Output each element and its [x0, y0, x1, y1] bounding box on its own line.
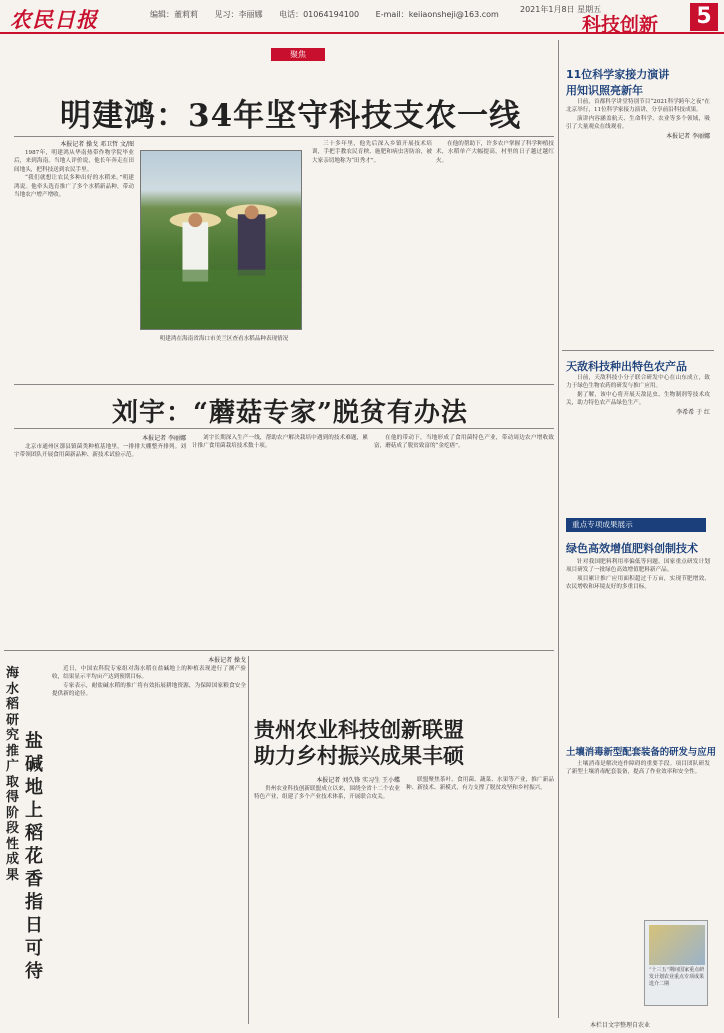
divider: [14, 428, 554, 429]
bottom-byline: 本报记者 刘久锋 实习生 王小蝶: [316, 777, 400, 784]
bottom-story-col-1: [254, 776, 400, 1024]
divider: [4, 650, 554, 651]
paragraph: 日前，首都科学讲堂特别节目“2021科学跨年之夜”在北京举行，11位科学家接力演讲，分享前沿科技成果。: [566, 99, 710, 114]
focus-tag: 聚焦: [271, 48, 325, 61]
right-byline-1: 本报记者 李丽娜: [666, 132, 710, 140]
bottom-headline-line-1: 贵州农业科技创新联盟: [254, 717, 464, 742]
bottom-story-col-2: [406, 776, 554, 1024]
achievement-seal: [644, 920, 708, 1006]
left-bottom-body: [52, 656, 246, 1024]
paragraph: 项目累计推广应用面积超过千万亩，实现节肥增效、农民增收和环境友好的多重目标。: [566, 575, 710, 591]
left-bottom-subhead: 海水稻研究推广取得阶段性成果: [6, 666, 20, 883]
right-headline-1-line-2: 用知识照亮新年: [566, 84, 643, 97]
divider: [14, 136, 554, 137]
paragraph: “我们就想让农民多种出好的水稻来。”明建鸿说。他牵头选育推广了多个水稻新品种，带动当地农户增产增收。: [14, 175, 134, 199]
photo-caption: 明建鸿在海南省海口市美兰区查看水稻品种表现情况: [159, 336, 289, 342]
paragraph: 北京市通州区漷县镇菌类种植基地里，一排排大棚整齐排列。刘宇带领团队开展食用菌新品种、新技术试验示范。: [14, 444, 186, 459]
paragraph: 日前，天敌科技小分子联合研发中心在山东成立，致力于绿色生物农药的研发与推广应用。: [566, 375, 710, 390]
email: E-mail：keiiaonsheji@163.com: [375, 10, 499, 19]
right-story-3: [566, 558, 710, 738]
paragraph: 演讲内容涵盖航天、生命科学、农业等多个领域，吸引了大量观众在线观看。: [566, 115, 710, 131]
seal-text: “十三五”期间国家重点研发计划农业重点专项成果选介二期: [649, 967, 705, 987]
paragraph: 联盟聚焦茶叶、食用菌、蔬菜、水果等产业，推广新品种、新技术、新模式，有力支撑了脱贫攻坚和乡村振兴。: [406, 777, 554, 792]
left-bottom-headline: 盐碱地上稻花香指日可待: [25, 731, 43, 982]
masthead: [0, 0, 724, 34]
middle-story-col-2: [192, 434, 368, 642]
top-headline: 明建鸿：34年坚守科技支农一线: [60, 98, 522, 134]
top-byline: 本报记者 操戈 邓卫哲 文/图: [60, 141, 134, 148]
column-divider: [558, 40, 559, 1018]
paragraph: 据了解，该中心将开展天敌昆虫、生物制剂等技术攻关，助力特色农产品绿色生产。: [566, 391, 710, 407]
right-headline-4: 土壤消毒新型配套装备的研发与应用: [566, 747, 717, 758]
farmers-rice-field-photo: [140, 150, 302, 330]
paragraph: 1987年，明建鸿从华南热带作物学院毕业后，来到海南。当地人评价说，他长年奔走在田间地头，把科技送到农民手里。: [14, 150, 134, 173]
paragraph: 针对我国肥料利用率偏低等问题，国家重点研发计划项目研发了一批绿色高效增值肥料新产品。: [566, 559, 710, 574]
right-byline-2: 李希希 于 红: [676, 408, 710, 416]
paragraph: 土壤消毒是解决连作障碍的重要手段。项目团队研发了新型土壤消毒配套装备，提高了作业效率和安全性。: [566, 761, 710, 776]
middle-byline: 本报记者 李丽娜: [142, 435, 186, 442]
top-story-col-1: [14, 140, 134, 380]
right-story-2: [566, 374, 710, 514]
page-number: 5: [690, 3, 718, 31]
newspaper-logo: 农民日报: [10, 7, 98, 32]
left-bottom-byline: 本报记者 操戈: [208, 657, 246, 664]
issue-date: 2021年1月8日 星期五: [520, 5, 602, 14]
middle-story-col-1: [14, 434, 186, 642]
intern-name: 见习：李丽娜: [214, 10, 263, 19]
right-headline-3: 绿色高效增值肥料创制技术: [566, 542, 698, 555]
editor-info: [150, 9, 513, 20]
key-project-badge: 重点专项成果展示: [566, 518, 706, 532]
paragraph: 在他的帮助下，许多农户掌握了科学种植技术，水稻单产大幅提高，村里的日子越过越红火。: [436, 141, 554, 164]
right-story-4: [566, 760, 710, 912]
phone: 电话：01064194100: [279, 10, 360, 19]
bottom-headline-line-2: 助力乡村振兴成果丰硕: [254, 743, 464, 768]
right-headline-1-line-1: 11位科学家接力演讲: [566, 68, 670, 81]
paragraph: 专家表示，耐盐碱水稻的推广将有效拓展耕地资源，为保障国家粮食安全提供新的途径。: [52, 682, 246, 698]
right-story-1: [566, 98, 710, 348]
top-story-col-3: [312, 140, 432, 380]
editor-note: 本栏目文字整理自农业: [590, 1022, 651, 1029]
divider: [562, 350, 714, 351]
paragraph: 在他的带动下，当地形成了食用菌特色产业，带动周边农户增收致富，蘑菇成了脱贫致富的“金疙瘩”。: [374, 435, 554, 450]
section-title: 科技创新: [582, 14, 659, 36]
middle-story-col-3: [374, 434, 554, 642]
seal-image: [649, 925, 705, 965]
divider: [14, 384, 554, 385]
paragraph: 贵州农业科技创新联盟成立以来，围绕全省十二个农业特色产业，组建了多个产业技术体系，开展联合攻关。: [254, 786, 400, 801]
paragraph: 三十多年里，他先后深入乡镇开展技术培训，手把手教农民育秧、施肥和病虫害防治，被大家亲切地称为“田秀才”。: [312, 141, 432, 164]
top-story-col-4: [436, 140, 554, 380]
paragraph: 刘宇长期深入生产一线，帮助农户解决栽培中遇到的技术难题，累计推广食用菌栽培技术数十项。: [192, 435, 368, 450]
paragraph: 近日，中国农科院专家组对海水稻在盐碱地上的种植表现进行了测产验收，结果显示平均亩产达到预期目标。: [52, 666, 246, 681]
right-headline-2: 天敌科技种出特色农产品: [566, 360, 687, 373]
column-divider: [248, 656, 249, 1024]
editor-name: 编辑：董莉莉: [150, 10, 198, 19]
middle-headline: 刘宇：“蘑菇专家”脱贫有办法: [112, 398, 468, 428]
